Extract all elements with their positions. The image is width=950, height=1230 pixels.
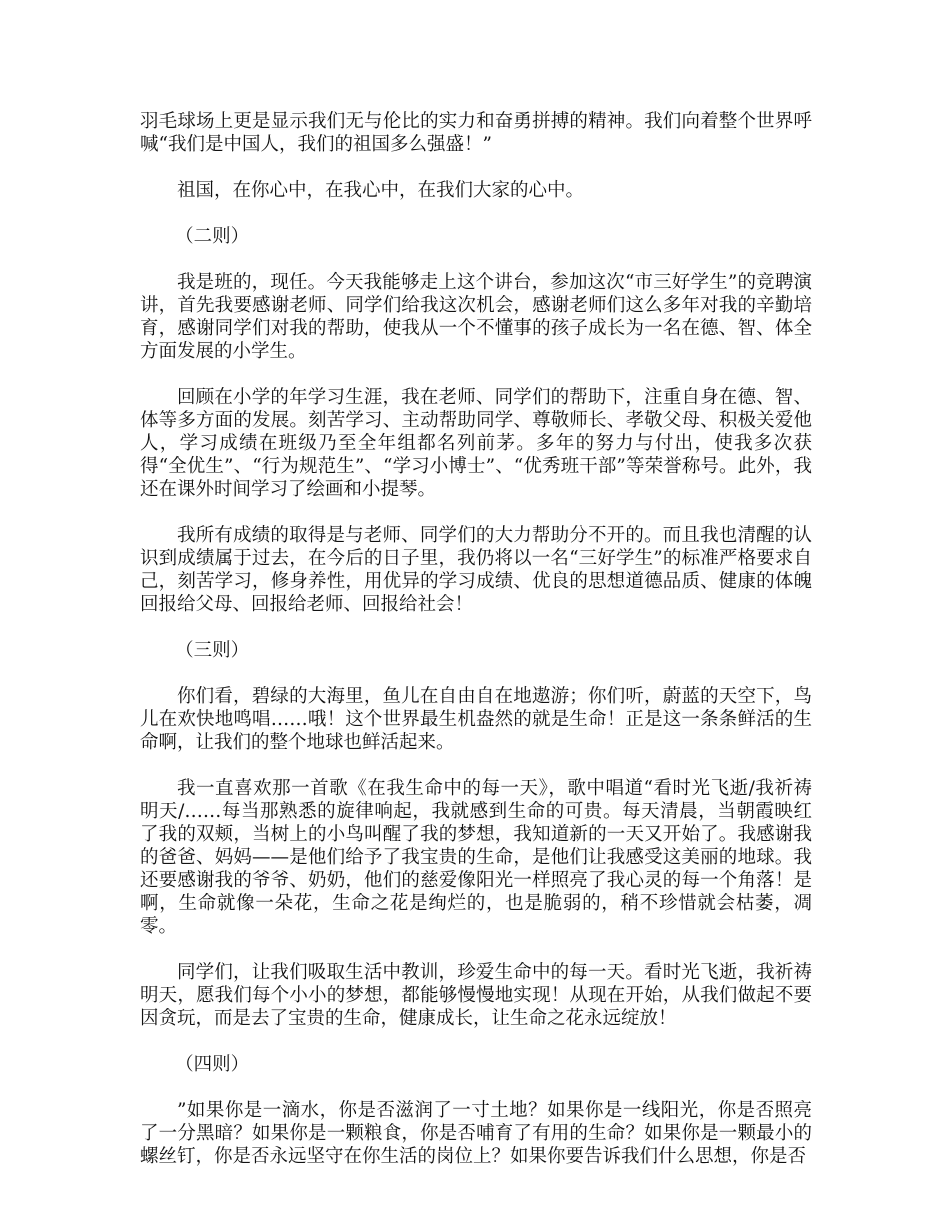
section-heading-3: （三则） [175, 640, 250, 661]
paragraph-life: 你们看，碧绿的大海里，鱼儿在自由自在地遨游；你们听，蔚蓝的天空下，鸟儿在欢快地鸣唱……哦！这个世界最生机盎然的就是生命！正是这一条条鲜活的生命啊，让我们的整个地球也鲜活起来。 [140, 686, 812, 753]
paragraph-water-drop: ”如果你是一滴水，你是否滋润了一寸土地？如果你是一线阳光，你是否照亮了一分黑暗？如果你是一颗粮食，你是否哺育了有用的生命？如果你是一颗最小的螺丝钉，你是否永远坚守在你生活的岗位上？如果你要告诉我们什么思想，你是否 [140, 1100, 812, 1167]
paragraph-intro: 我是班的，现任。今天我能够走上这个讲台，参加这次“市三好学生”的竞聘演讲，首先我要感谢老师、同学们给我这次机会，感谢老师们这么多年对我的辛勤培育，感谢同学们对我的帮助，使我从一个不懂事的孩子成长为一名在德、智、体全方面发展的小学生。 [140, 272, 812, 362]
section-heading-4: （四则） [175, 1054, 250, 1075]
section-heading-2: （二则） [175, 226, 250, 247]
document-body [140, 110, 812, 1191]
paragraph-achievements: 我所有成绩的取得是与老师、同学们的大力帮助分不开的。而且我也清醒的认识到成绩属于过去，在今后的日子里，我仍将以一名“三好学生”的标准严格要求自己，刻苦学习，修身养性，用优异的学习成绩、优良的思想道德品质、健康的体魄回报给父母、回报给老师、回报给社会！ [140, 525, 812, 615]
paragraph-classmates: 同学们，让我们吸取生活中教训，珍爱生命中的每一天。看时光飞逝，我祈祷明天，愿我们每个小小的梦想，都能够慢慢地实现！从现在开始，从我们做起不要因贪玩，而是去了宝贵的生命，健康成长，让生命之花永远绽放！ [140, 962, 812, 1029]
paragraph-motherland: 祖国，在你心中，在我心中，在我们大家的心中。 [177, 180, 585, 201]
paragraph-song: 我一直喜欢那一首歌《在我生命中的每一天》，歌中唱道“看时光飞逝/我祈祷明天/……每当那熟悉的旋律响起，我就感到生命的可贵。每天清晨，当朝霞映红了我的双颊，当树上的小鸟叫醒了我的梦想，我知道新的一天又开始了。我感谢我的爸爸、妈妈——是他们给予了我宝贵的生命，是他们让我感受这美丽的地球。我还要感谢我的爷爷、奶奶，他们的慈爱像阳光一样照亮了我心灵的每一个角落！是啊，生命就像一朵花，生命之花是绚烂的，也是脆弱的，稍不珍惜就会枯萎，凋零。 [140, 778, 812, 937]
paragraph-continuation: 羽毛球场上更是显示我们无与伦比的实力和奋勇拼搏的精神。我们向着整个世界呼喊“我们是中国人，我们的祖国多么强盛！” [140, 111, 812, 155]
paragraph-review: 回顾在小学的年学习生涯，我在老师、同学们的帮助下，注重自身在德、智、体等多方面的发展。刻苦学习、主动帮助同学、尊敬师长、孝敬父母、积极关爱他人，学习成绩在班级乃至全年组都名列前茅。多年的努力与付出，使我多次获得“全优生”、“行为规范生”、“学习小博士”、“优秀班干部”等荣誉称号。此外，我还在课外时间学习了绘画和小提琴。 [140, 387, 812, 500]
